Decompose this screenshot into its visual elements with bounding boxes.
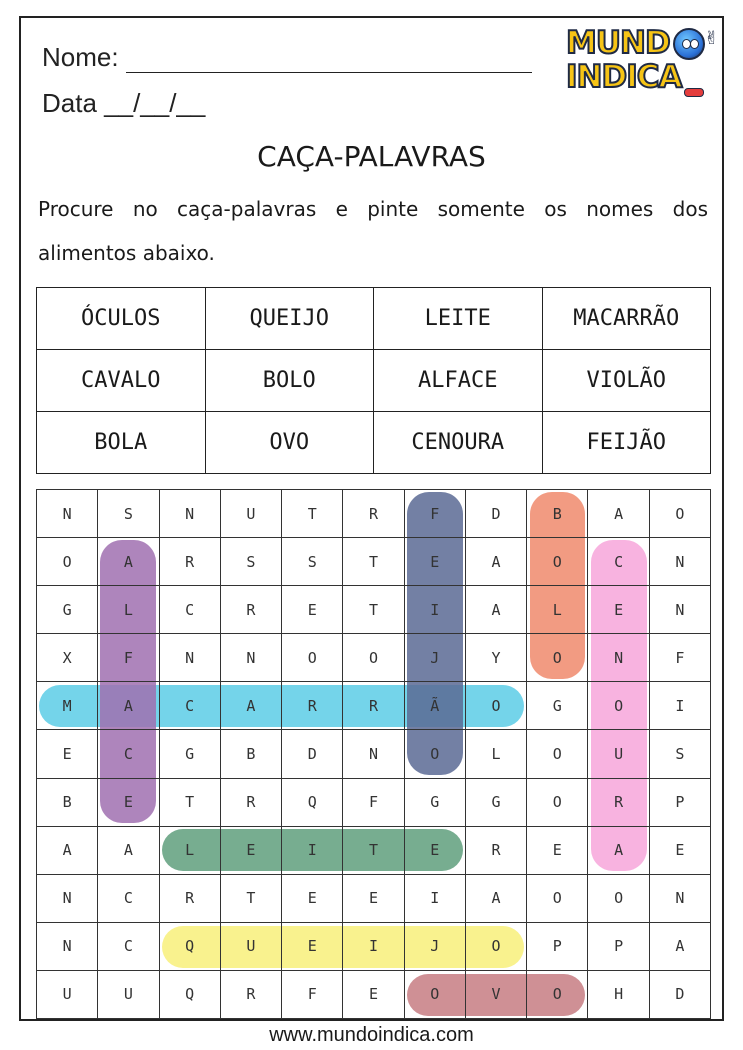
grid-cell[interactable]: O	[405, 971, 466, 1019]
grid-cell[interactable]: N	[160, 490, 221, 538]
word-cell: FEIJÃO	[542, 412, 711, 474]
word-cell: OVO	[205, 412, 374, 474]
grid-cell[interactable]: A	[466, 875, 527, 923]
grid-cell[interactable]: N	[37, 923, 98, 971]
word-cell: LEITE	[374, 288, 543, 350]
grid-cell[interactable]: U	[98, 971, 159, 1019]
grid-cell[interactable]: J	[405, 923, 466, 971]
grid-cell[interactable]: R	[466, 827, 527, 875]
grid-cell[interactable]: O	[588, 682, 649, 730]
grid-cell[interactable]: R	[221, 971, 282, 1019]
grid-cell[interactable]: E	[282, 923, 343, 971]
grid-cell[interactable]: E	[405, 827, 466, 875]
grid-cell[interactable]: R	[343, 682, 404, 730]
page-title: CAÇA-PALAVRAS	[257, 140, 486, 173]
grid-cell[interactable]: F	[650, 634, 711, 682]
grid-cell[interactable]: G	[160, 730, 221, 778]
word-search-area	[36, 489, 711, 1019]
grid-cell[interactable]: A	[588, 490, 649, 538]
grid-cell[interactable]: O	[466, 923, 527, 971]
grid-cell[interactable]: P	[650, 779, 711, 827]
grid-cell[interactable]: Q	[160, 971, 221, 1019]
word-search-grid	[36, 489, 711, 1019]
grid-cell[interactable]: T	[221, 875, 282, 923]
grid-cell[interactable]: C	[160, 682, 221, 730]
grid-cell[interactable]: O	[527, 779, 588, 827]
grid-cell[interactable]: N	[650, 586, 711, 634]
grid-cell[interactable]: O	[527, 730, 588, 778]
grid-cell[interactable]: N	[343, 730, 404, 778]
grid-cell[interactable]: Q	[160, 923, 221, 971]
grid-cell[interactable]: S	[98, 490, 159, 538]
grid-cell[interactable]: P	[527, 923, 588, 971]
grid-cell[interactable]: F	[98, 634, 159, 682]
grid-cell[interactable]: A	[37, 827, 98, 875]
grid-cell[interactable]: D	[650, 971, 711, 1019]
grid-cell[interactable]: O	[527, 971, 588, 1019]
word-cell: MACARRÃO	[542, 288, 711, 350]
grid-cell[interactable]: I	[405, 875, 466, 923]
instruction-line-1: Procure no caça-palavras e pinte somente os nomes dos	[38, 197, 708, 221]
grid-cell[interactable]: N	[588, 634, 649, 682]
grid-cell[interactable]: N	[650, 875, 711, 923]
word-list-row	[37, 288, 711, 350]
grid-cell[interactable]: G	[37, 586, 98, 634]
grid-cell[interactable]: S	[650, 730, 711, 778]
grid-cell[interactable]: E	[343, 875, 404, 923]
grid-cell[interactable]: F	[343, 779, 404, 827]
grid-cell[interactable]: R	[160, 538, 221, 586]
globe-mascot-icon	[673, 28, 705, 60]
date-label: Data __/__/__	[42, 88, 206, 118]
grid-cell[interactable]: O	[466, 682, 527, 730]
word-cell: ALFACE	[374, 350, 543, 412]
grid-cell[interactable]: O	[527, 875, 588, 923]
grid-cell[interactable]: S	[221, 538, 282, 586]
grid-cell[interactable]: I	[282, 827, 343, 875]
grid-cell[interactable]: N	[37, 490, 98, 538]
grid-cell[interactable]: M	[37, 682, 98, 730]
grid-cell[interactable]: U	[221, 490, 282, 538]
grid-cell[interactable]: O	[527, 634, 588, 682]
word-list-table	[36, 287, 711, 474]
grid-cell[interactable]: E	[98, 779, 159, 827]
grid-cell[interactable]: I	[343, 923, 404, 971]
grid-cell[interactable]: O	[650, 490, 711, 538]
grid-cell[interactable]: O	[37, 538, 98, 586]
word-cell: VIOLÃO	[542, 350, 711, 412]
logo-word-mundo: MUND	[566, 25, 670, 61]
grid-cell[interactable]: P	[588, 923, 649, 971]
grid-cell[interactable]: L	[527, 586, 588, 634]
grid-cell[interactable]: V	[466, 971, 527, 1019]
grid-cell[interactable]: B	[37, 779, 98, 827]
grid-cell[interactable]: R	[221, 779, 282, 827]
grid-cell[interactable]: N	[37, 875, 98, 923]
footer-url: www.mundoindica.com	[269, 1024, 474, 1046]
victory-hand-icon: ✌	[704, 28, 720, 48]
grid-cell[interactable]: T	[343, 538, 404, 586]
grid-cell[interactable]: G	[527, 682, 588, 730]
grid-cell[interactable]: A	[588, 827, 649, 875]
grid-cell[interactable]: R	[282, 682, 343, 730]
grid-cell[interactable]: E	[650, 827, 711, 875]
mascot-eye-icon	[690, 39, 699, 49]
name-line	[126, 72, 532, 73]
grid-cell[interactable]: L	[160, 827, 221, 875]
grid-cell[interactable]: H	[588, 971, 649, 1019]
logo-word-indica: INDICA	[566, 59, 682, 95]
word-cell: BOLO	[205, 350, 374, 412]
word-cell: QUEIJO	[205, 288, 374, 350]
grid-cell[interactable]: U	[221, 923, 282, 971]
grid-cell[interactable]: G	[405, 779, 466, 827]
grid-cell[interactable]: N	[650, 538, 711, 586]
mascot-shoe-icon	[684, 88, 704, 97]
grid-cell[interactable]: N	[221, 634, 282, 682]
grid-cell[interactable]: C	[98, 730, 159, 778]
grid-cell[interactable]: A	[466, 538, 527, 586]
grid-cell[interactable]: D	[282, 730, 343, 778]
grid-cell[interactable]: C	[98, 875, 159, 923]
word-list-row	[37, 350, 711, 412]
grid-cell[interactable]: E	[588, 586, 649, 634]
grid-cell[interactable]: E	[527, 827, 588, 875]
grid-cell[interactable]: S	[282, 538, 343, 586]
grid-cell[interactable]: U	[588, 730, 649, 778]
grid-cell[interactable]: R	[221, 586, 282, 634]
grid-cell[interactable]: O	[282, 634, 343, 682]
name-label: Nome:	[42, 42, 119, 72]
grid-cell[interactable]: A	[221, 682, 282, 730]
grid-cell[interactable]: E	[405, 538, 466, 586]
grid-cell[interactable]: O	[527, 538, 588, 586]
grid-cell[interactable]: I	[405, 586, 466, 634]
grid-cell[interactable]: T	[343, 586, 404, 634]
grid-cell[interactable]: F	[405, 490, 466, 538]
grid-cell[interactable]: R	[160, 875, 221, 923]
grid-cell[interactable]: A	[98, 827, 159, 875]
grid-cell[interactable]: O	[343, 634, 404, 682]
grid-cell[interactable]: O	[588, 875, 649, 923]
grid-cell[interactable]: T	[343, 827, 404, 875]
grid-cell[interactable]: C	[160, 586, 221, 634]
grid-cell[interactable]: Y	[466, 634, 527, 682]
grid-cell[interactable]: J	[405, 634, 466, 682]
grid-cell[interactable]: R	[588, 779, 649, 827]
grid-cell[interactable]: G	[466, 779, 527, 827]
grid-cell[interactable]: A	[466, 586, 527, 634]
grid-cell[interactable]: B	[221, 730, 282, 778]
grid-cell[interactable]: A	[650, 923, 711, 971]
grid-cell[interactable]: R	[343, 490, 404, 538]
word-list-row	[37, 412, 711, 474]
grid-cell[interactable]: E	[282, 586, 343, 634]
grid-cell[interactable]: E	[37, 730, 98, 778]
grid-cell[interactable]: C	[588, 538, 649, 586]
grid-cell[interactable]: U	[37, 971, 98, 1019]
grid-cell[interactable]: Q	[282, 779, 343, 827]
grid-cell[interactable]: E	[343, 971, 404, 1019]
grid-cell[interactable]: I	[650, 682, 711, 730]
grid-cell[interactable]: A	[98, 682, 159, 730]
instruction-line-2: alimentos abaixo.	[38, 241, 215, 265]
grid-cell[interactable]: Ã	[405, 682, 466, 730]
grid-cell[interactable]: N	[160, 634, 221, 682]
mundo-indica-logo	[566, 26, 726, 98]
grid-cell[interactable]: A	[98, 538, 159, 586]
grid-cell[interactable]: F	[282, 971, 343, 1019]
grid-cell[interactable]: D	[466, 490, 527, 538]
grid-cell[interactable]: B	[527, 490, 588, 538]
grid-cell[interactable]: O	[405, 730, 466, 778]
grid-cell[interactable]: L	[466, 730, 527, 778]
word-cell: ÓCULOS	[37, 288, 206, 350]
grid-cell[interactable]: T	[160, 779, 221, 827]
word-cell: BOLA	[37, 412, 206, 474]
word-cell: CENOURA	[374, 412, 543, 474]
grid-cell[interactable]: E	[221, 827, 282, 875]
word-cell: CAVALO	[37, 350, 206, 412]
grid-cell[interactable]: T	[282, 490, 343, 538]
grid-cell[interactable]: L	[98, 586, 159, 634]
grid-cell[interactable]: C	[98, 923, 159, 971]
grid-cell[interactable]: X	[37, 634, 98, 682]
grid-cell[interactable]: E	[282, 875, 343, 923]
